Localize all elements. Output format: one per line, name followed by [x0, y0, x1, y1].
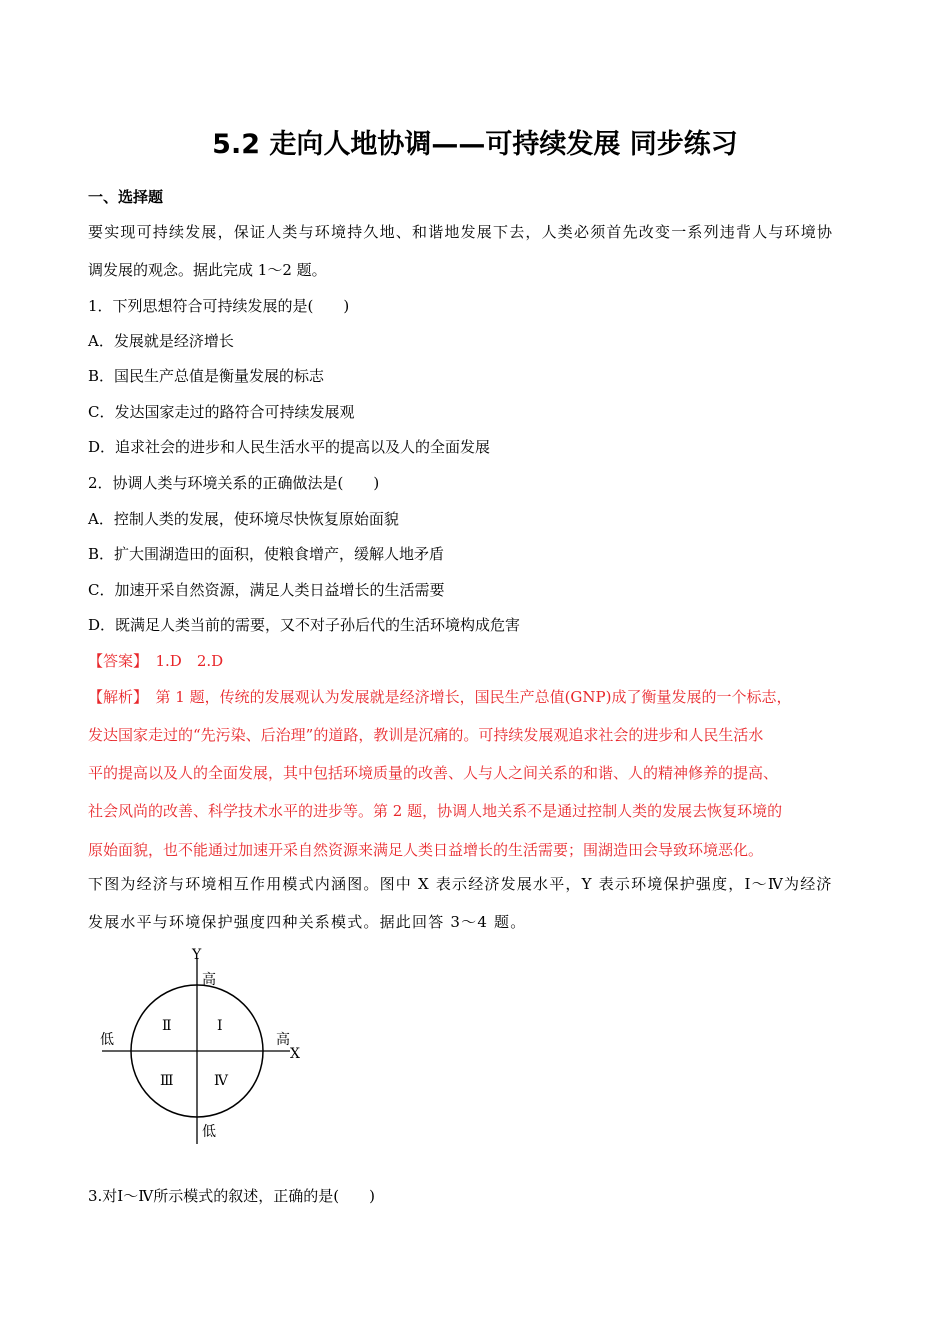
quadrant-3-label: Ⅲ: [160, 1073, 174, 1089]
x-axis-label: X: [290, 1046, 300, 1062]
answer-line: 【答案】 1.D 2.D: [88, 652, 224, 670]
analysis-text: 平的提高以及人的全面发展，其中包括环境质量的改善、人与人之间关系的和谐、人的精神修养的提高、: [88, 764, 779, 782]
analysis-text: 发达国家走过的“先污染、后治理”的道路，教训是沉痛的。可持续发展观追求社会的进步和人民生活水: [88, 726, 764, 744]
analysis-text: 社会风尚的改善、科学技术水平的进步等。第 2 题，协调人地关系不是通过控制人类的发展去恢复环境的: [88, 802, 783, 820]
quadrant-4-label: Ⅳ: [214, 1073, 228, 1089]
label-high-top: 高: [202, 972, 216, 988]
intro-text: 下图为经济与环境相互作用模式内涵图。图中 X 表示经济发展水平，Y 表示环境保护强度，Ⅰ～Ⅳ为经济: [88, 875, 833, 893]
question-2-stem: 2．协调人类与环境关系的正确做法是( ): [88, 474, 380, 492]
intro-text: 要实现可持续发展，保证人类与环境持久地、和谐地发展下去，人类必须首先改变一系列违背人与环境协: [88, 223, 834, 241]
y-axis-label: Y: [192, 947, 202, 963]
economy-environment-diagram: [90, 940, 320, 1150]
question-1-option: D．追求社会的进步和人民生活水平的提高以及人的全面发展: [88, 438, 491, 456]
question-1-option: A．发展就是经济增长: [88, 332, 234, 350]
label-high-right: 高: [276, 1032, 290, 1048]
question-2-option: A．控制人类的发展，使环境尽快恢复原始面貌: [88, 510, 399, 528]
intro-text: 调发展的观念。据此完成 1～2 题。: [88, 261, 327, 279]
quadrant-1-label: Ⅰ: [217, 1018, 223, 1034]
analysis-text: 原始面貌，也不能通过加速开采自然资源来满足人类日益增长的生活需要；围湖造田会导致环境恶化。: [88, 841, 764, 859]
question-1-option: B．国民生产总值是衡量发展的标志: [88, 367, 325, 385]
question-2-option: C．加速开采自然资源，满足人类日益增长的生活需要: [88, 581, 445, 599]
question-3-stem: 3.对Ⅰ～Ⅳ所示模式的叙述，正确的是( ): [88, 1187, 375, 1205]
page-title: 5.2 走向人地协调——可持续发展 同步练习: [212, 129, 738, 160]
question-2-option: B．扩大围湖造田的面积，使粮食增产，缓解人地矛盾: [88, 545, 445, 563]
question-1-option: C．发达国家走过的路符合可持续发展观: [88, 403, 355, 421]
label-low-bottom: 低: [202, 1124, 216, 1140]
question-1-stem: 1．下列思想符合可持续发展的是( ): [88, 297, 350, 315]
quadrant-2-label: Ⅱ: [162, 1018, 172, 1034]
label-low-left: 低: [100, 1032, 114, 1048]
intro-text: 发展水平与环境保护强度四种关系模式。据此回答 3～4 题。: [88, 913, 527, 931]
section-heading: 一、选择题: [88, 188, 164, 206]
analysis-text: 【解析】 第 1 题，传统的发展观认为发展就是经济增长，国民生产总值(GNP)成了衡量发展的一个标志，: [88, 688, 792, 706]
question-2-option: D．既满足人类当前的需要，又不对子孙后代的生活环境构成危害: [88, 616, 521, 634]
